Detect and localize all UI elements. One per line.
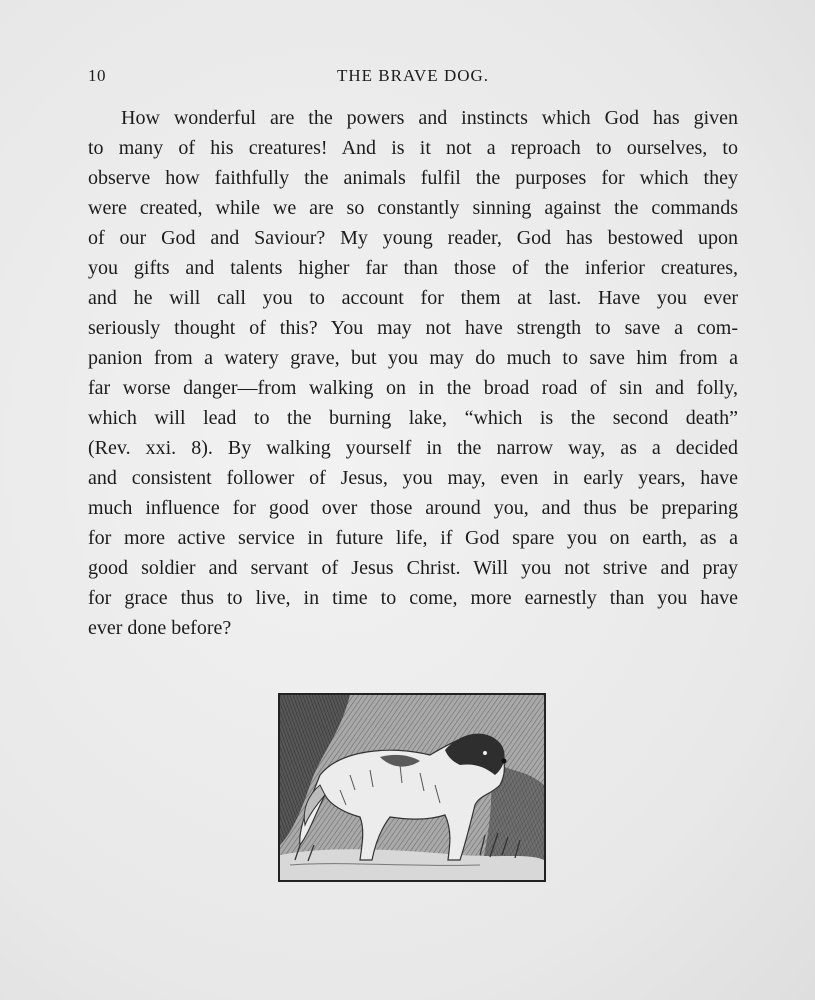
body-paragraph [88,103,738,643]
text-line: How wonderful are the powers and instincts which God has given [121,107,738,129]
text-line: which will lead to the burning lake, “which is the second death” [88,407,738,429]
page-number: 10 [88,66,106,85]
text-line: (Rev. xxi. 8). By walking yourself in the narrow way, as a decided [88,437,738,459]
text-line: seriously thought of this? You may not have strength to save a com- [88,317,738,339]
text-line: far worse danger—from walking on in the broad road of sin and folly, [88,377,738,399]
text-line: for grace thus to live, in time to come, more earnestly than you have [88,587,738,609]
text-line: and he will call you to account for them at last. Have you ever [88,287,738,309]
text-line: much influence for good over those around you, and thus be preparing [88,497,738,519]
text-line: good soldier and servant of Jesus Christ. Will you not strive and pray [88,557,738,579]
text-line: were created, while we are so constantly sinning against the commands [88,197,738,219]
text-line: of our God and Saviour? My young reader, God has bestowed upon [88,227,738,249]
text-line: for more active service in future life, if God spare you on earth, as a [88,527,738,549]
text-line: observe how faithfully the animals fulfil the purposes for which they [88,167,738,189]
text-line: and consistent follower of Jesus, you may, even in early years, have [88,467,738,489]
dog-engraving-art [280,695,544,880]
running-title: THE BRAVE DOG. [336,66,490,85]
text-line: to many of his creatures! And is it not a reproach to ourselves, to [88,137,738,159]
dog-engraving [278,693,546,882]
text-line: you gifts and talents higher far than those of the inferior creatures, [88,257,738,279]
running-head [88,66,738,96]
text-line: ever done before? [88,617,232,639]
text-line: panion from a watery grave, but you may do much to save him from a [88,347,738,369]
